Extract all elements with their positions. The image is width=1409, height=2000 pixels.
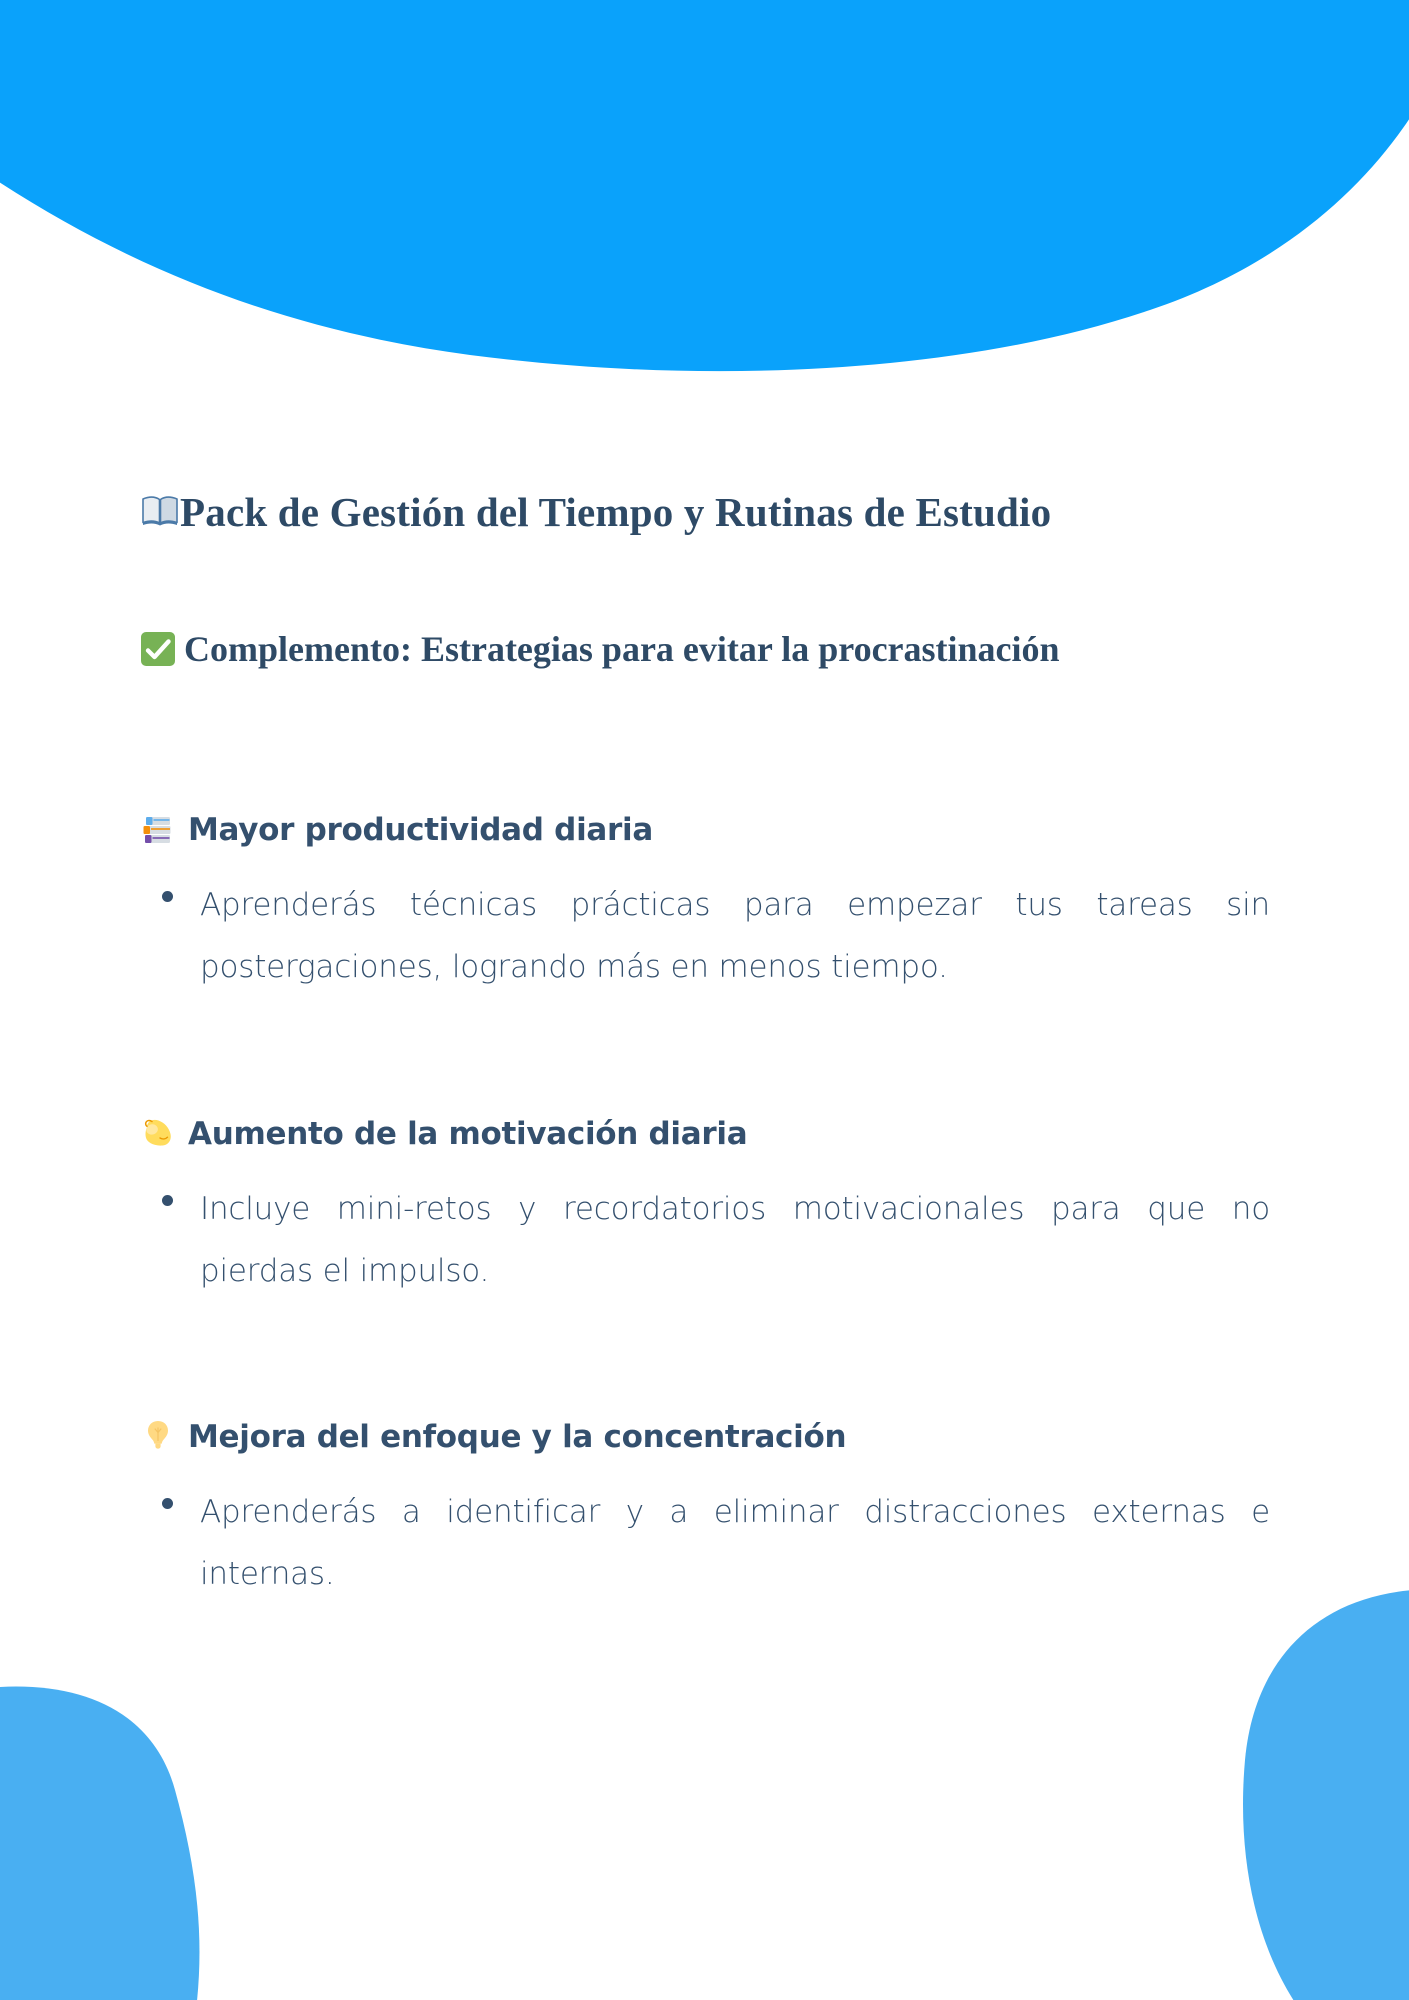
list-item [140, 1482, 1270, 1605]
list-item [140, 1179, 1270, 1302]
open-book-icon [140, 490, 180, 530]
section-heading-text: Mejora del enfoque y la concentración [188, 1419, 847, 1455]
subtitle [140, 622, 1262, 677]
section-heading-text: Aumento de la motivación diaria [188, 1116, 748, 1152]
section-motivacion [140, 1116, 1270, 1302]
bullet-text: Incluye mini-retos y recordatorios motivacionales para que no pierdas el impulso. [200, 1191, 1270, 1289]
books-icon [140, 810, 176, 846]
bullet-dot-icon [162, 891, 173, 902]
content-area [140, 0, 1270, 2000]
bullet-text: Aprenderás a identificar y a eliminar distracciones externas e internas. [200, 1494, 1270, 1592]
subtitle-text: Complemento: Estrategias para evitar la procrastinación [184, 629, 1060, 669]
bullet-dot-icon [162, 1498, 173, 1509]
list-item [140, 875, 1270, 998]
section-heading-row [140, 1116, 1270, 1153]
flexed-biceps-icon [140, 1114, 176, 1150]
page-title [140, 487, 1270, 538]
bullet-dot-icon [162, 1195, 173, 1206]
light-bulb-icon [140, 1417, 176, 1453]
bullet-text: Aprenderás técnicas prácticas para empezar tus tareas sin postergaciones, logrando más en menos tiempo. [200, 887, 1270, 985]
page-title-text: Pack de Gestión del Tiempo y Rutinas de Estudio [180, 489, 1052, 535]
white-check-mark-icon [140, 631, 176, 667]
section-heading-text: Mayor productividad diaria [188, 812, 653, 848]
section-heading-row [140, 1419, 1270, 1456]
section-productividad [140, 812, 1270, 998]
section-enfoque [140, 1419, 1270, 1605]
section-heading-row [140, 812, 1270, 849]
